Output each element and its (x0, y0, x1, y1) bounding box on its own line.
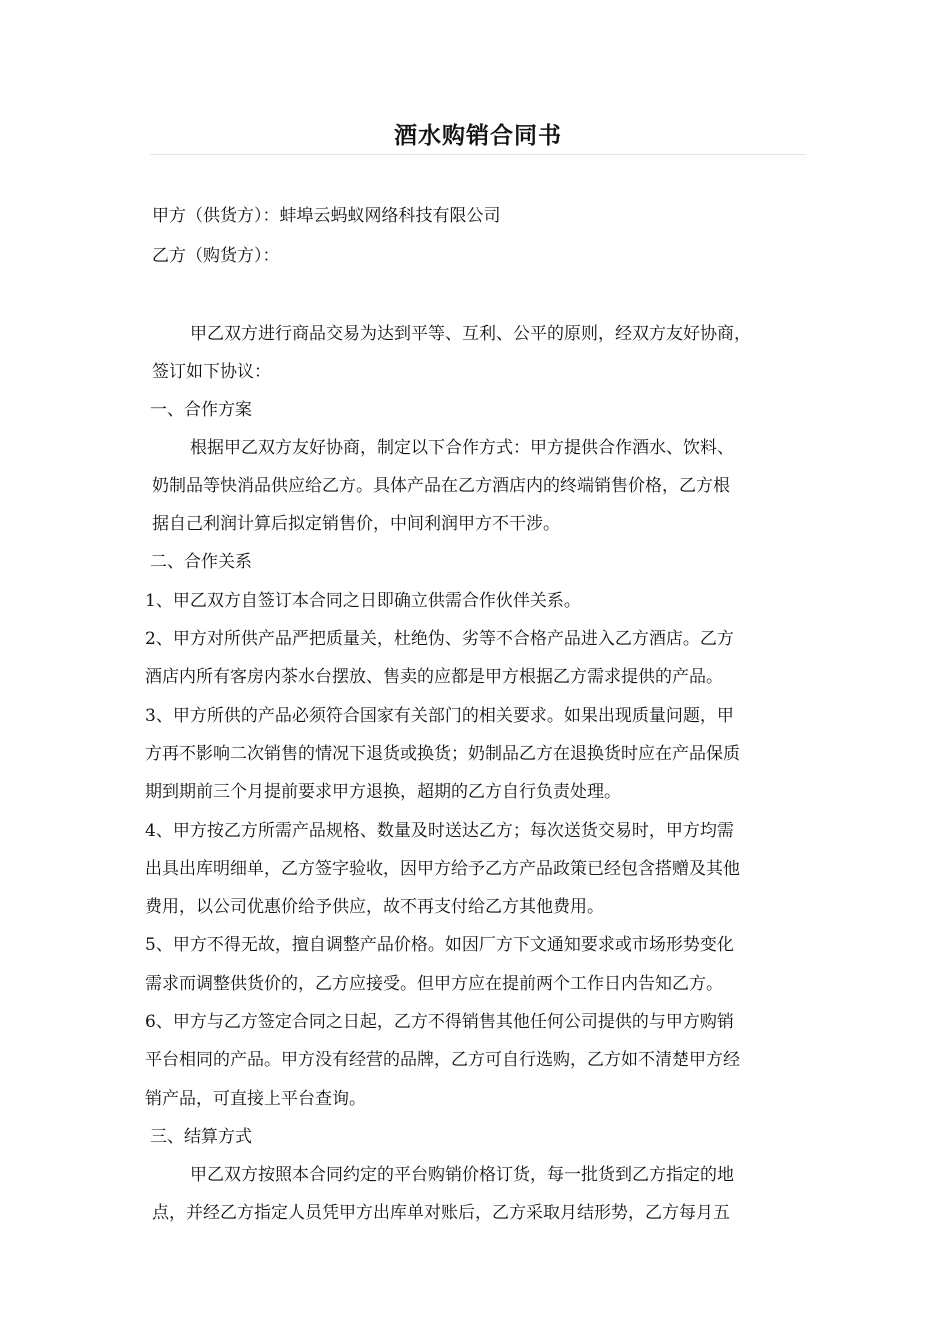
section1-line-3: 据自己利润计算后拟定销售价，中间利润甲方不干涉。 (152, 514, 560, 534)
section2-line-13: 平台相同的产品。甲方没有经营的品牌，乙方可自行选购，乙方如不清楚甲方经 (145, 1050, 740, 1070)
section1-line-2: 奶制品等快消品供应给乙方。具体产品在乙方酒店内的终端销售价格，乙方根 (152, 476, 730, 496)
section3-line-1: 甲乙双方按照本合同约定的平台购销价格订货，每一批货到乙方指定的地 (190, 1165, 734, 1185)
intro-line-2: 签订如下协议： (152, 362, 271, 382)
section1-heading: 一、合作方案 (150, 400, 252, 420)
section3-line-2: 点，并经乙方指定人员凭甲方出库单对账后，乙方采取月结形势，乙方每月五 (152, 1203, 730, 1223)
section1-line-1: 根据甲乙双方友好协商，制定以下合作方式：甲方提供合作酒水、饮料、 (190, 438, 734, 458)
party-b-line: 乙方（购货方）： (152, 246, 280, 266)
section2-line-11: 需求而调整供货价的，乙方应接受。但甲方应在提前两个工作日内告知乙方。 (145, 974, 723, 994)
section2-line-5: 方再不影响二次销售的情况下退货或换货；奶制品乙方在退换货时应在产品保质 (145, 744, 740, 764)
section3-heading: 三、结算方式 (150, 1127, 252, 1147)
party-a-line: 甲方（供货方）：蚌埠云蚂蚁网络科技有限公司 (152, 206, 501, 226)
section2-line-3: 酒店内所有客房内茶水台摆放、售卖的应都是甲方根据乙方需求提供的产品。 (145, 667, 723, 687)
intro-line-1: 甲乙双方进行商品交易为达到平等、互利、公平的原则，经双方友好协商， (190, 324, 751, 344)
section2-line-7: 4、甲方按乙方所需产品规格、数量及时送达乙方；每次送货交易时，甲方均需 (145, 821, 734, 841)
section2-line-10: 5、甲方不得无故，擅自调整产品价格。如因厂方下文通知要求或市场形势变化 (145, 935, 734, 955)
section2-line-6: 期到期前三个月提前要求甲方退换，超期的乙方自行负责处理。 (145, 782, 621, 802)
title-divider (150, 154, 806, 155)
section2-heading: 二、合作关系 (150, 552, 252, 572)
section2-line-4: 3、甲方所供的产品必须符合国家有关部门的相关要求。如果出现质量问题，甲 (145, 706, 734, 726)
section2-line-1: 1、甲乙双方自签订本合同之日即确立供需合作伙伴关系。 (145, 591, 581, 611)
document-title: 酒水购销合同书 (394, 122, 562, 149)
section2-line-14: 销产品，可直接上平台查询。 (145, 1089, 366, 1109)
section2-line-12: 6、甲方与乙方签定合同之日起，乙方不得销售其他任何公司提供的与甲方购销 (145, 1012, 734, 1032)
section2-line-9: 费用，以公司优惠价给予供应，故不再支付给乙方其他费用。 (145, 897, 604, 917)
section2-line-8: 出具出库明细单，乙方签字验收，因甲方给予乙方产品政策已经包含搭赠及其他 (145, 859, 740, 879)
section2-line-2: 2、甲方对所供产品严把质量关，杜绝伪、劣等不合格产品进入乙方酒店。乙方 (145, 629, 734, 649)
